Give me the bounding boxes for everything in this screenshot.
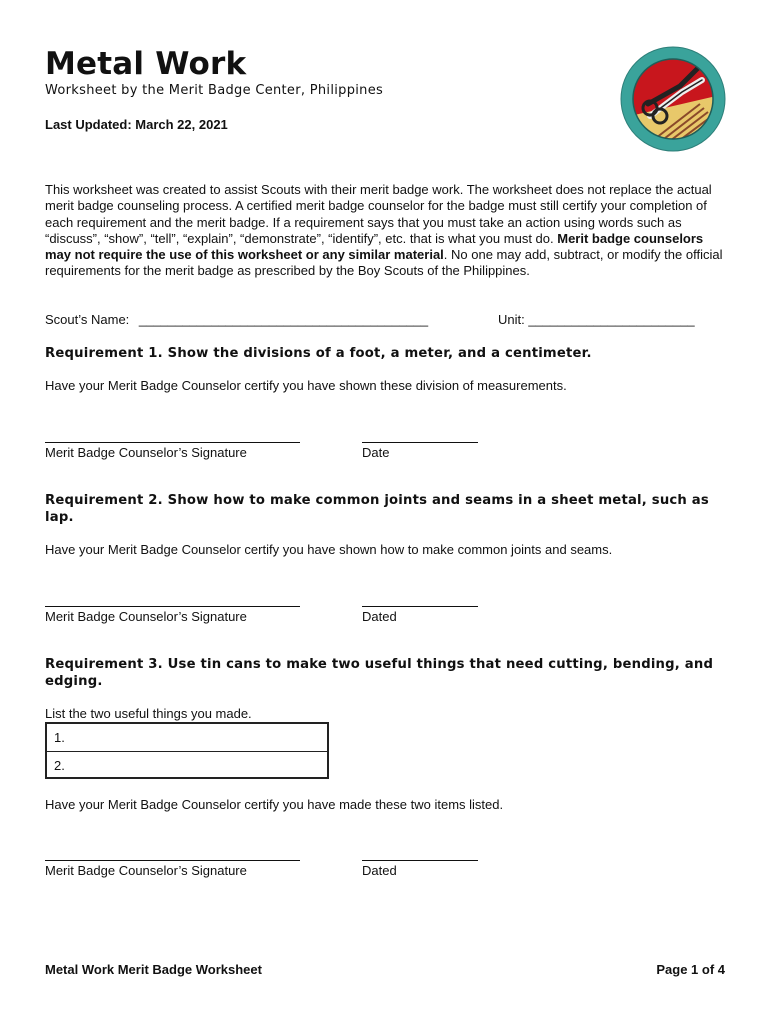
useful-things-list bbox=[45, 722, 329, 779]
intro-bold-text: Merit badge counselors may not require the use of this worksheet or any similar material bbox=[45, 230, 704, 263]
list-item-2[interactable] bbox=[47, 751, 327, 778]
list-item-1-label: 1. bbox=[54, 730, 65, 745]
requirement-1-signature-line[interactable] bbox=[45, 442, 300, 443]
requirement-2-date-line[interactable] bbox=[362, 606, 478, 607]
footer-title: Metal Work Merit Badge Worksheet bbox=[45, 962, 262, 977]
requirement-3-instruction: Have your Merit Badge Counselor certify you have made these two items listed. bbox=[45, 797, 504, 812]
list-item-1[interactable] bbox=[47, 724, 327, 751]
page-title: Metal Work bbox=[45, 46, 247, 82]
page-number: Page 1 of 4 bbox=[656, 962, 725, 977]
requirement-2-date-label: Dated bbox=[362, 609, 397, 624]
requirement-3-list-prompt: List the two useful things you made. bbox=[45, 706, 252, 721]
requirement-2-instruction: Have your Merit Badge Counselor certify you have shown how to make common joints and seams. bbox=[45, 542, 613, 557]
requirement-1-instruction: Have your Merit Badge Counselor certify you have shown these division of measurements. bbox=[45, 378, 567, 393]
requirement-3-heading: Requirement 3. Use tin cans to make two useful things that need cutting, bending, and edging. bbox=[45, 657, 714, 689]
requirement-1-date-label: Date bbox=[362, 445, 390, 460]
scout-name-field[interactable]: ________________________________________ bbox=[138, 312, 429, 327]
metal-work-badge-icon bbox=[620, 46, 726, 152]
requirement-2-heading: Requirement 2. Show how to make common joints and seams in a sheet metal, such as lap. bbox=[45, 493, 709, 525]
requirement-3-date-label: Dated bbox=[362, 863, 397, 878]
requirement-3-date-line[interactable] bbox=[362, 860, 478, 861]
requirement-3-signature-line[interactable] bbox=[45, 860, 300, 861]
intro-text-2: . No one may add, subtract, or modify the official requirements for the merit badge as prescribed by the Boy Scouts of the Philippines. bbox=[45, 247, 723, 279]
scout-info-row bbox=[45, 312, 727, 327]
intro-paragraph bbox=[45, 182, 725, 280]
intro-text-1: This worksheet was created to assist Scouts with their merit badge work. The worksheet does not replace the actual merit badge counseling process. A certified merit badge counselor for the badge must still certify your completion of each requirement and the merit badge. If a requirement says that you must take an action using words such as “discuss”, “show”, “tell”, “explain”, “demonstrate”, “identify”, etc. that is what you must do. bbox=[45, 182, 712, 246]
page-subtitle: Worksheet by the Merit Badge Center, Philippines bbox=[45, 83, 384, 98]
requirement-3-signature-label: Merit Badge Counselor’s Signature bbox=[45, 863, 247, 878]
unit-field[interactable]: _______________________ bbox=[528, 312, 695, 327]
list-item-2-label: 2. bbox=[54, 757, 65, 773]
requirement-1-heading: Requirement 1. Show the divisions of a foot, a meter, and a centimeter. bbox=[45, 346, 592, 361]
unit-label: Unit: bbox=[498, 312, 525, 327]
requirement-2-signature-label: Merit Badge Counselor’s Signature bbox=[45, 609, 247, 624]
scout-name-label: Scout’s Name: bbox=[45, 312, 130, 327]
requirement-1-date-line[interactable] bbox=[362, 442, 478, 443]
last-updated: Last Updated: March 22, 2021 bbox=[45, 117, 228, 132]
requirement-2-signature-line[interactable] bbox=[45, 606, 300, 607]
requirement-1-signature-label: Merit Badge Counselor’s Signature bbox=[45, 445, 247, 460]
